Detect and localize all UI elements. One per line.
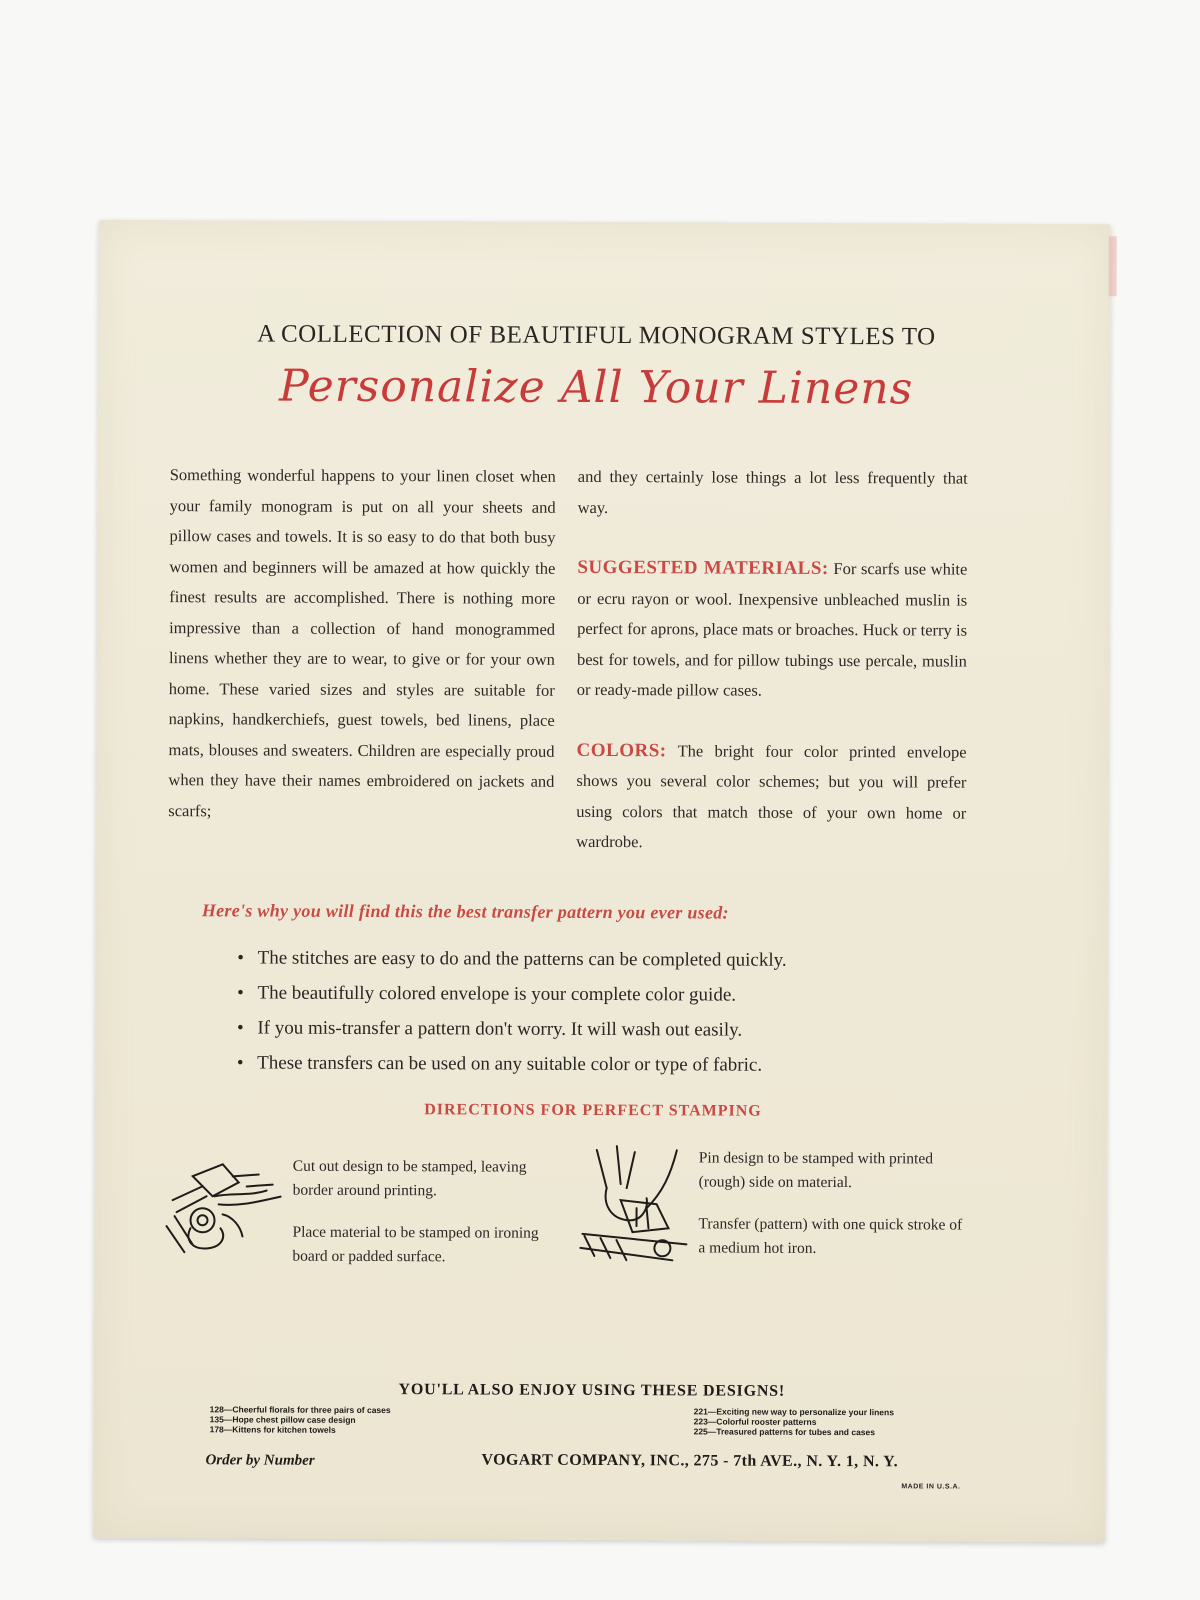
- sheet-edge-tint: [1109, 236, 1117, 296]
- left-column: [168, 460, 556, 858]
- order-by-number: Order by Number: [205, 1452, 315, 1469]
- list-item: [236, 940, 996, 978]
- script-title: Personalize All Your Linens: [278, 360, 914, 415]
- list-item: 178—Kittens for kitchen towels: [209, 1424, 336, 1435]
- bullet-icon: •: [237, 982, 244, 1004]
- designs-list-right: [694, 1406, 1004, 1437]
- list-item: 128—Cheerful florals for three pairs of cases: [209, 1404, 391, 1416]
- step-cut: Cut out design to be stamped, leaving border around printing.: [292, 1157, 527, 1200]
- right-column: [576, 462, 968, 889]
- bullet-text: These transfers can be used on any suitable color or type of fabric.: [257, 1052, 763, 1076]
- continuation-paragraph: and they certainly lose things a lot less frequently that way.: [577, 466, 968, 517]
- colors-text: The bright four color printed envelope shows you several color schemes; but you will prefer using colors that match those of your own home or wardrobe.: [576, 740, 967, 852]
- bullet-text: The beautifully colored envelope is your complete color guide.: [257, 982, 737, 1006]
- materials-heading: SUGGESTED MATERIALS:: [577, 556, 829, 579]
- materials-text: For scarfs use white or ecru rayon or wool. Inexpensive unbleached muslin is perfect for aprons, place mats or broaches. Huck or terry is best for towels, and for pillow tubings use percale, muslin or ready-made pillow cases.: [576, 559, 968, 700]
- also-enjoy-heading: YOU'LL ALSO ENJOY USING THESE DESIGNS!: [398, 1381, 786, 1400]
- scissors-sketch-icon: [162, 1156, 288, 1257]
- feature-bullet-list: [235, 940, 996, 1083]
- colors-paragraph: [576, 735, 967, 859]
- step-iron: Transfer (pattern) with one quick stroke of a medium hot iron.: [698, 1215, 963, 1257]
- directions-heading: DIRECTIONS FOR PERFECT STAMPING: [424, 1101, 762, 1120]
- bullet-icon: •: [237, 947, 245, 969]
- why-heading: Here's why you will find this the best transfer pattern you ever used:: [201, 900, 729, 923]
- list-item: [235, 1045, 995, 1083]
- materials-paragraph: [577, 553, 968, 707]
- step-pin: Pin design to be stamped with printed (rough) side on material.: [698, 1149, 934, 1192]
- left-directions: [292, 1155, 559, 1288]
- intro-paragraph: Something wonderful happens to your linen closet when your family monogram is put on all your sheets and pillow cases and towels. It is so easy to do that both busy women and beginners will be amazed at how quickly the finest results are accomplished. There is nothing more impressive than a collection of hand monogrammed linens whether they are to wear, to give or for your own home. These varied sizes and styles are suitable for napkins, handkerchiefs, guest towels, bed linens, place mats, blouses and sweaters. Children are especially proud when they have their names embroidered on jackets and scarfs;: [168, 465, 556, 820]
- designs-list-left: [210, 1404, 530, 1435]
- pattern-sheet: [93, 220, 1111, 1542]
- right-directions: [698, 1146, 969, 1279]
- list-item: 223—Colorful rooster patterns: [693, 1416, 817, 1427]
- iron-sketch-icon: [576, 1144, 693, 1265]
- list-item: 225—Treasured patterns for tubes and cases: [693, 1426, 876, 1438]
- bullet-icon: •: [236, 1017, 244, 1039]
- list-item: [235, 1010, 995, 1048]
- company-address: VOGART COMPANY, INC., 275 - 7th AVE., N. Y. 1, N. Y.: [481, 1451, 899, 1471]
- bullet-text: The stitches are easy to do and the patterns can be completed quickly.: [257, 947, 787, 971]
- list-item: 135—Hope chest pillow case design: [209, 1414, 356, 1425]
- list-item: [235, 975, 995, 1013]
- header-line: A COLLECTION OF BEAUTIFUL MONOGRAM STYLES TO: [257, 320, 936, 351]
- bullet-text: If you mis-transfer a pattern don't worry. It will wash out easily.: [257, 1017, 743, 1041]
- list-item: 221—Exciting new way to personalize your linens: [693, 1406, 894, 1418]
- made-in-label: MADE IN U.S.A.: [901, 1483, 961, 1491]
- colors-heading: COLORS:: [576, 739, 667, 761]
- bullet-icon: •: [236, 1052, 244, 1074]
- step-place: Place material to be stamped on ironing board or padded surface.: [292, 1223, 539, 1266]
